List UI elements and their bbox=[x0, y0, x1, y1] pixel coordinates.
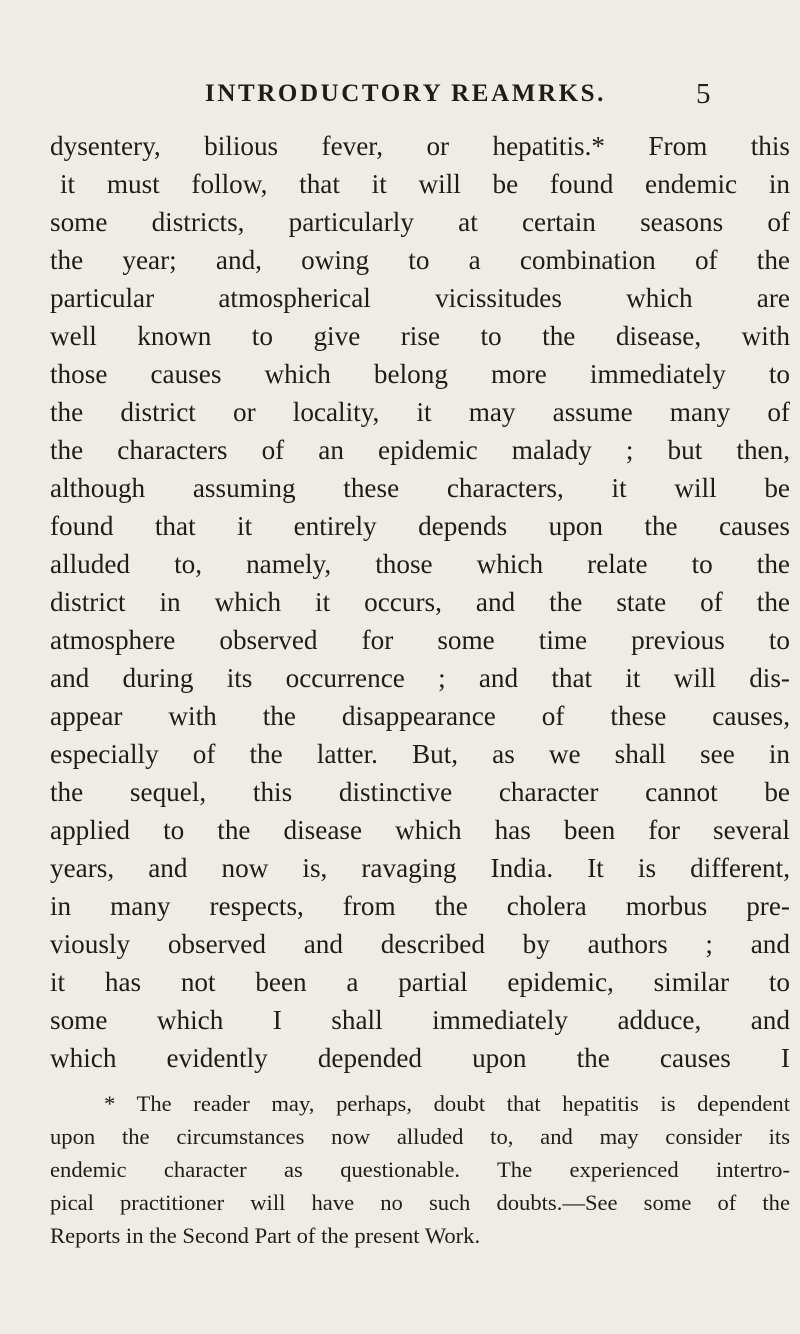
text-line: particular atmospherical vicissitudes which are bbox=[50, 283, 790, 313]
text-line: the year; and, owing to a combination of the bbox=[50, 245, 790, 275]
text-line: those causes which belong more immediately to bbox=[50, 359, 790, 389]
page-number: 5 bbox=[696, 78, 711, 110]
text-line: viously observed and described by authors ; and bbox=[50, 929, 790, 959]
text-line: the district or locality, it may assume many of bbox=[50, 397, 790, 427]
text-line: and during its occurrence ; and that it will dis- bbox=[50, 663, 790, 693]
text-line: it must follow, that it will be found endemic in bbox=[60, 169, 790, 199]
text-line: in many respects, from the cholera morbus pre- bbox=[50, 891, 790, 921]
text-line: the sequel, this distinctive character cannot be bbox=[50, 777, 790, 807]
text-line: which evidently depended upon the causes I bbox=[50, 1043, 790, 1073]
text-line: well known to give rise to the disease, with bbox=[50, 321, 790, 351]
text-line: alluded to, namely, those which relate to the bbox=[50, 549, 790, 579]
text-line: it has not been a partial epidemic, similar to bbox=[50, 967, 790, 997]
footnote-line: * The reader may, perhaps, doubt that hepatitis is dependent bbox=[104, 1091, 790, 1116]
footnote-line: endemic character as questionable. The experienced intertro- bbox=[50, 1157, 790, 1182]
footnote bbox=[50, 1087, 790, 1252]
body-text bbox=[50, 127, 790, 1077]
text-line: years, and now is, ravaging India. It is different, bbox=[50, 853, 790, 883]
text-line: although assuming these characters, it will be bbox=[50, 473, 790, 503]
text-line: district in which it occurs, and the state of the bbox=[50, 587, 790, 617]
text-line: especially of the latter. But, as we shall see in bbox=[50, 739, 790, 769]
text-line: appear with the disappearance of these causes, bbox=[50, 701, 790, 731]
text-line: some districts, particularly at certain seasons of bbox=[50, 207, 790, 237]
footnote-line: upon the circumstances now alluded to, and may consider its bbox=[50, 1124, 790, 1149]
footnote-line: pical practitioner will have no such doubts.—See some of the bbox=[50, 1190, 790, 1215]
running-title: INTRODUCTORY REAMRKS. bbox=[205, 80, 606, 107]
text-line: some which I shall immediately adduce, and bbox=[50, 1005, 790, 1035]
text-line: found that it entirely depends upon the causes bbox=[50, 511, 790, 541]
text-line: the characters of an epidemic malady ; but then, bbox=[50, 435, 790, 465]
text-line: dysentery, bilious fever, or hepatitis.* From this bbox=[50, 131, 790, 161]
footnote-line: Reports in the Second Part of the present Work. bbox=[50, 1223, 481, 1248]
text-line: applied to the disease which has been for several bbox=[50, 815, 790, 845]
text-line: atmosphere observed for some time previous to bbox=[50, 625, 790, 655]
running-head bbox=[0, 80, 800, 120]
